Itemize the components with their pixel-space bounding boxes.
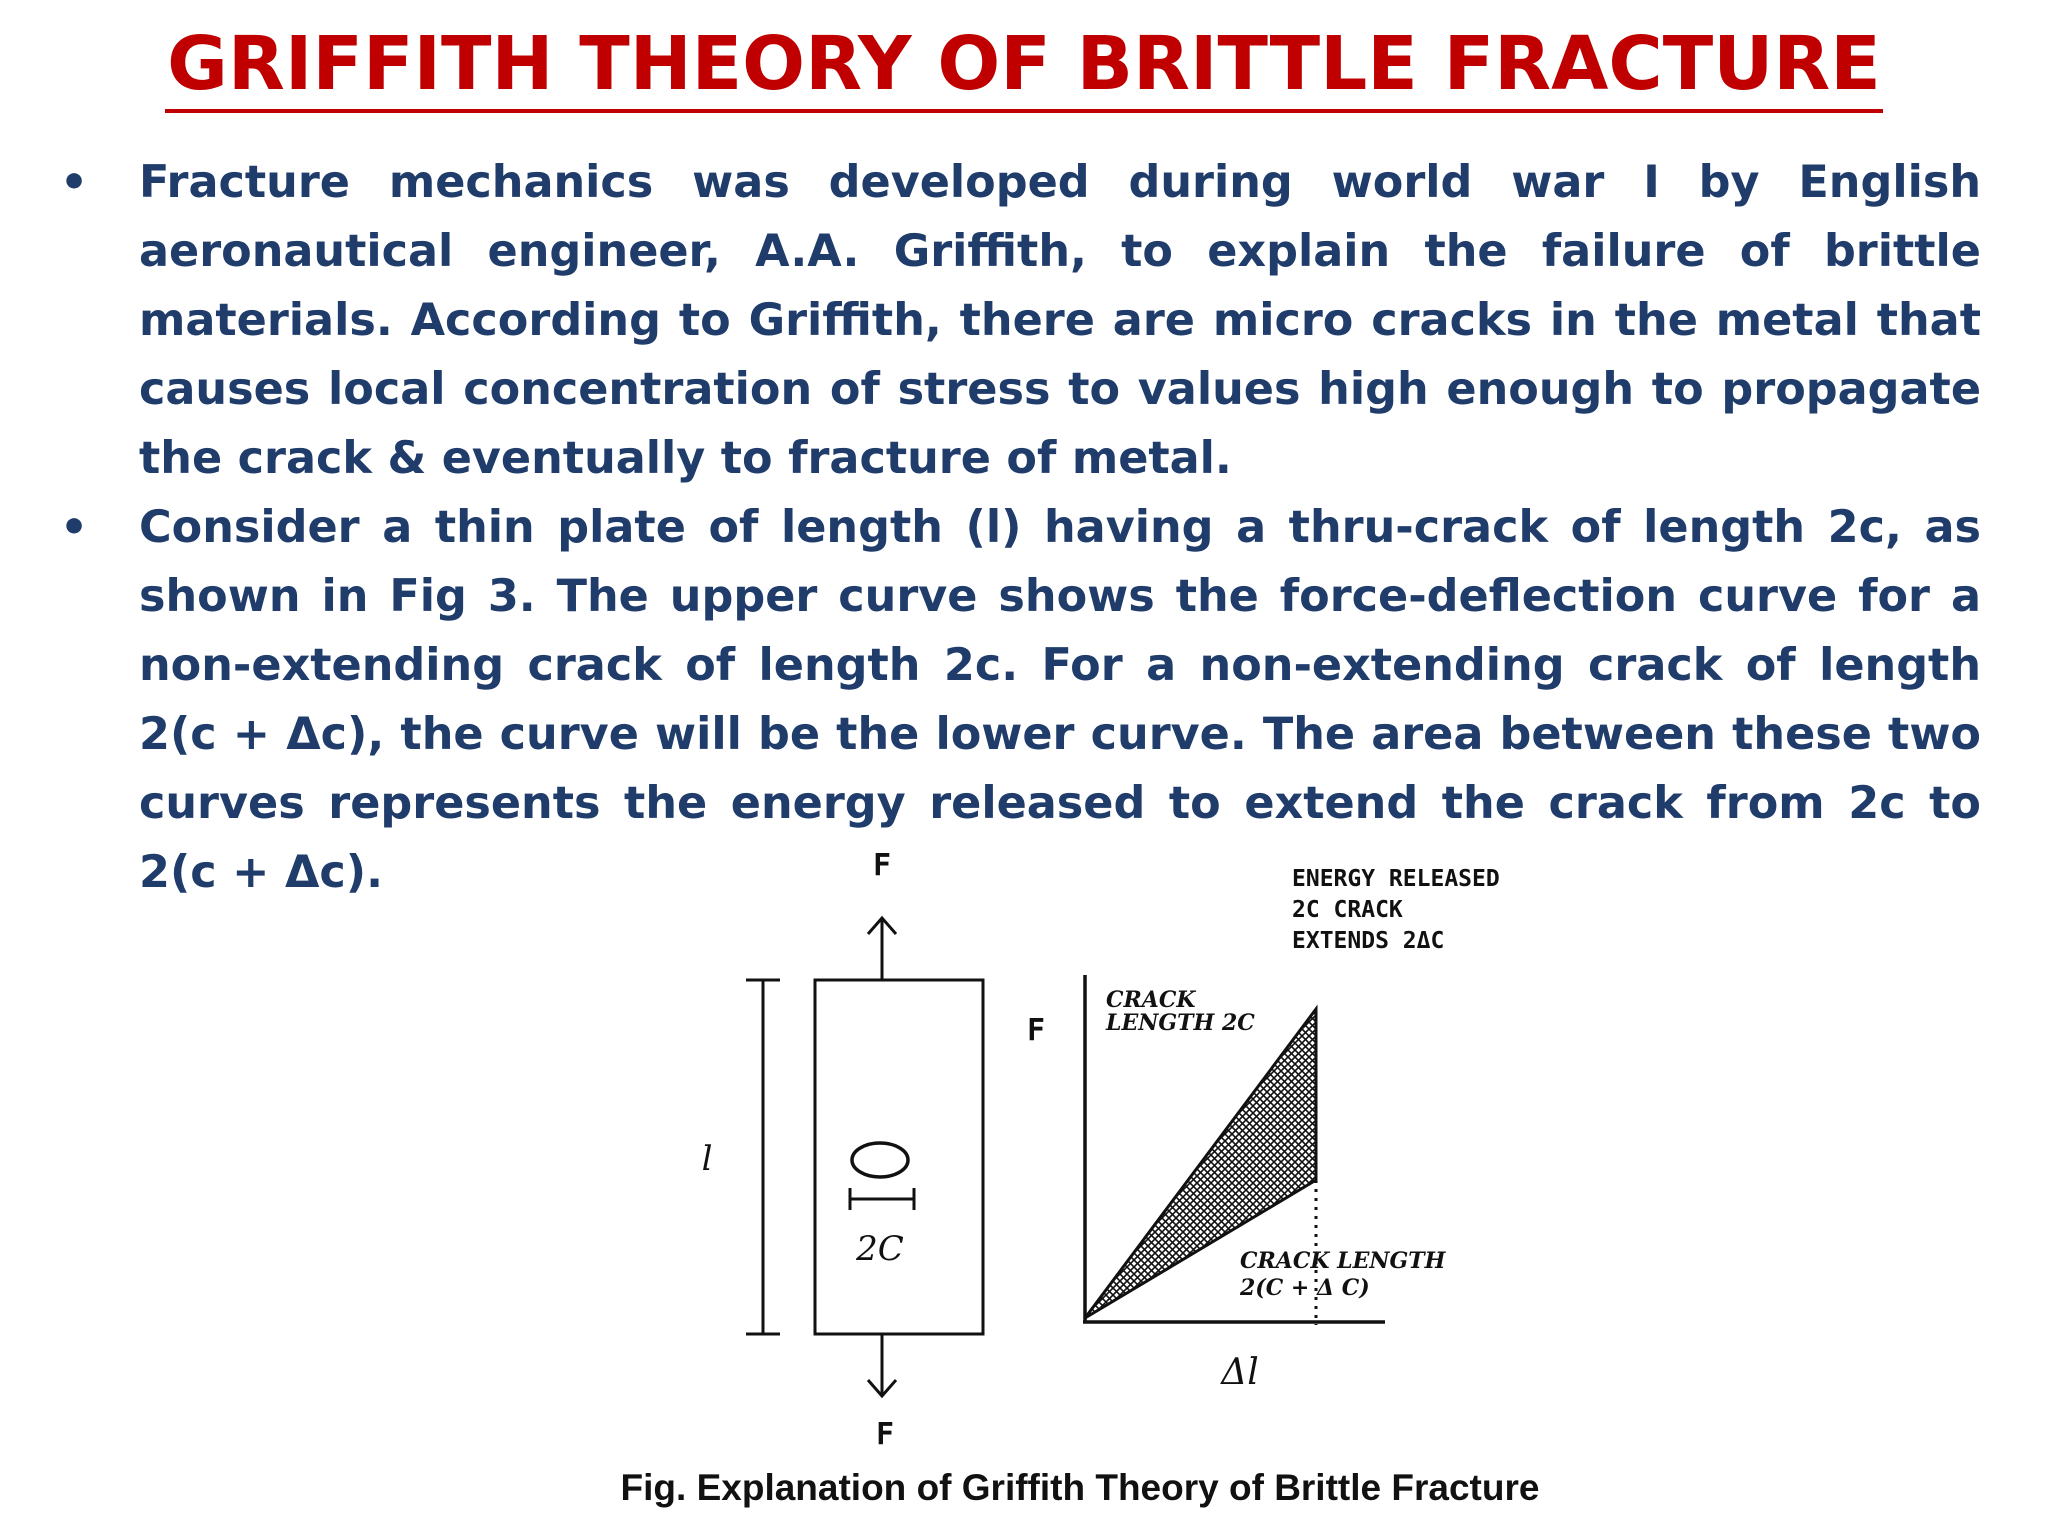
bullet-text: Fracture mechanics was developed during world war I by English aeronautical engineer, A.A. Griffith, to explain the failure of brittle materials. According to Griffith, there are micro cracks in the metal that causes local concentration of stress to values high enough to propagate the crack & eventually to fracture of metal. bbox=[139, 157, 1981, 484]
title-text: GRIFFITH THEORY OF BRITTLE FRACTURE bbox=[165, 21, 1883, 113]
length-label: l bbox=[701, 1139, 713, 1179]
plate-rectangle bbox=[815, 980, 983, 1334]
upper-curve-label bbox=[1105, 987, 1255, 1036]
lower-curve-label-line-2: 2(C + Δ C) bbox=[1240, 1275, 1370, 1301]
lower-curve-label-line-1: CRACK LENGTH bbox=[1240, 1248, 1446, 1274]
force-arrow-down-icon bbox=[868, 1334, 896, 1396]
plate-diagram bbox=[702, 848, 983, 1452]
crack-dimension-icon bbox=[850, 1188, 914, 1210]
crack-label: 2C bbox=[856, 1229, 904, 1269]
bullet-dot-icon: • bbox=[60, 157, 89, 208]
force-deflection-graph bbox=[1027, 866, 1514, 1393]
y-axis-label: F bbox=[1026, 1013, 1046, 1048]
bullet-text: Consider a thin plate of length (l) having a thru-crack of length 2c, as shown in Fig 3. The upper curve shows the force-deflection curve for a non-extending crack of length 2c. For a non-extending crack of length 2(c + Δc), the curve will be the lower curve. The area between these two curves represents the energy released to extend the crack from 2c to 2(c + Δc). bbox=[139, 502, 1981, 898]
energy-annotation-line-1: ENERGY RELEASED bbox=[1292, 866, 1500, 892]
upper-curve-label-line-2: LENGTH 2C bbox=[1106, 1010, 1255, 1036]
energy-annotation bbox=[1292, 866, 1514, 954]
energy-annotation-line-2: 2C CRACK bbox=[1292, 897, 1403, 923]
lower-curve-label bbox=[1239, 1248, 1453, 1301]
x-axis-label: Δl bbox=[1221, 1352, 1259, 1393]
energy-annotation-line-3: EXTENDS 2ΔC bbox=[1292, 928, 1445, 954]
upper-curve-label-line-1: CRACK bbox=[1106, 987, 1196, 1013]
figure-caption: Fig. Explanation of Griffith Theory of Brittle Fracture bbox=[620, 1467, 1540, 1508]
bullet-dot-icon: • bbox=[60, 502, 89, 553]
force-label-bottom: F bbox=[875, 1417, 895, 1452]
crack-ellipse bbox=[852, 1143, 908, 1177]
length-dimension-icon bbox=[746, 980, 780, 1334]
force-arrow-up-icon bbox=[868, 918, 896, 980]
force-label-top: F bbox=[872, 848, 892, 883]
